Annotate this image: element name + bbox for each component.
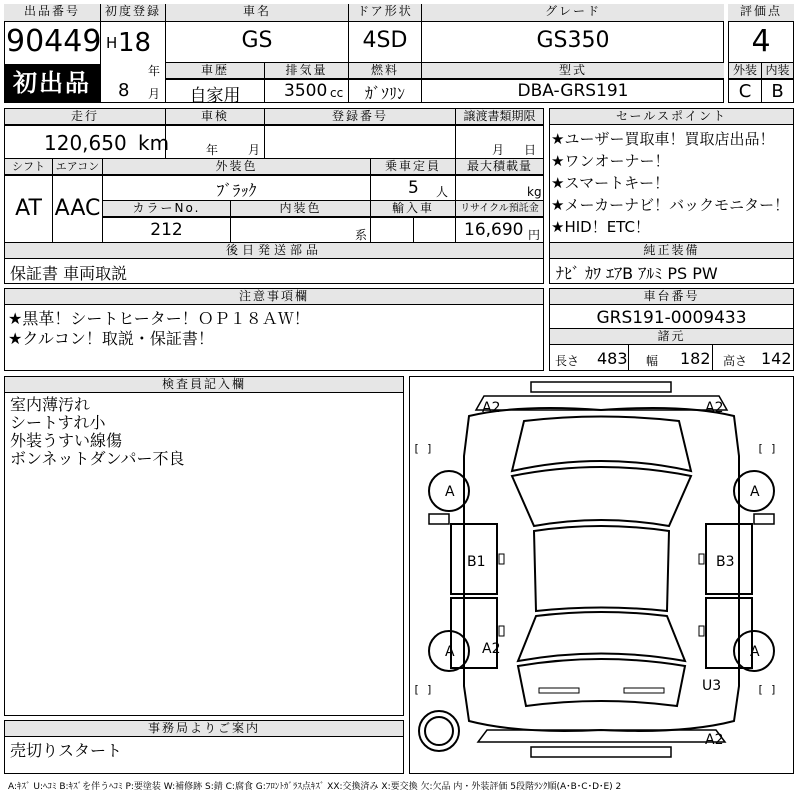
ext-label: 外装	[729, 63, 761, 79]
mileage-unit: km	[138, 131, 170, 155]
capacity: 5	[408, 178, 419, 198]
equipment: ﾅﾋﾞ ｶﾜ ｴｱB ｱﾙﾐ PS PW	[556, 264, 718, 283]
displacement-unit: cc	[330, 86, 344, 100]
int-label: 内装	[762, 63, 793, 79]
first-reg-year: 18	[118, 28, 152, 58]
later-parts: 保証書 車両取説	[10, 264, 128, 283]
mark-tyre-front-left: A	[445, 484, 455, 500]
transfer-month-unit: 月	[492, 143, 505, 157]
door-label: ドア形状	[349, 4, 421, 22]
inspector-line: 室内薄汚れ	[10, 395, 91, 414]
shift-label: シフト	[5, 159, 52, 175]
car-name-label: 車名	[166, 4, 348, 22]
year-unit: 年	[148, 64, 161, 78]
sales-point-item: ★スマートキー！	[551, 174, 670, 192]
fuel-label: 燃料	[349, 63, 421, 79]
height-label: 高さ	[723, 354, 748, 368]
color-no: 212	[150, 220, 183, 240]
month-unit: 月	[148, 87, 161, 101]
inspector-line: ボンネットダンパー不良	[10, 449, 185, 468]
later-parts-label: 後日発送部品	[5, 243, 543, 259]
model-label: 型式	[422, 63, 724, 79]
first-reg-label: 初度登録	[101, 4, 165, 22]
office-notice: 売切りスタート	[10, 741, 123, 760]
transfer-label: 譲渡書類期限	[456, 109, 543, 125]
reg-no-label: 登録番号	[265, 109, 455, 125]
load-unit: kg	[527, 185, 542, 199]
color-label: 外装色	[103, 159, 370, 175]
sales-point-item: ★ワンオーナー！	[551, 152, 670, 170]
displacement-label: 排気量	[265, 63, 348, 79]
lot-label: 出品番号	[4, 4, 100, 22]
mark-rear-bumper: A2	[705, 732, 724, 748]
exterior-color: ﾌﾞﾗｯｸ	[216, 181, 257, 200]
capacity-label: 乗車定員	[371, 159, 455, 175]
mark-door-left: B1	[467, 554, 486, 570]
recycle-label: リサイクル預託金	[456, 201, 543, 217]
import-label: 輸入車	[371, 201, 455, 217]
ac-label: エアコン	[53, 159, 102, 175]
score-label: 評価点	[728, 4, 794, 22]
model-code: DBA-GRS191	[517, 81, 629, 101]
mark-rear-right-fender: U3	[702, 678, 722, 694]
mileage-label: 走行	[5, 109, 165, 125]
height: 142	[761, 349, 792, 368]
ext-grade: C	[738, 81, 752, 102]
length: 483	[597, 349, 628, 368]
caution-line: ★黒革！シートヒーター！ＯＰ１８ＡＷ！	[8, 309, 310, 328]
fuel: ｶﾞｿﾘﾝ	[364, 84, 405, 103]
equipment-label: 純正装備	[550, 243, 793, 259]
color-no-label: カラーNo.	[103, 201, 230, 217]
inspector-line: 外装うすい線傷	[10, 431, 123, 450]
mark-tyre-front-right: A	[750, 484, 760, 500]
mark-front-left: A2	[482, 400, 501, 416]
width-label: 幅	[646, 354, 659, 368]
inspection-label: 車検	[166, 109, 264, 125]
mark-tyre-rear-right: A	[750, 644, 760, 660]
int-grade: B	[771, 81, 784, 102]
interior-color-unit: 系	[355, 228, 368, 242]
grade: GS350	[536, 28, 610, 53]
sales-point-item: ★メーカーナビ！バックモニター！	[551, 196, 790, 214]
width: 182	[680, 349, 711, 368]
transfer-day-unit: 日	[524, 143, 537, 157]
sales-points-list	[551, 128, 793, 238]
load-label: 最大積載量	[456, 159, 543, 175]
mileage: 120,650	[44, 131, 127, 155]
legend-footer: A:ｷｽﾞ U:ﾍｺﾐ B:ｷｽﾞを伴うﾍｺﾐ P:要塗装 W:補修跡 S:錆 C:腐食 G:ﾌﾛﾝﾄｶﾞﾗｽ点ｷｽﾞ XX:交換済み X:要交換 欠:欠品 内・外装評価 5段階ﾗﾝｸ順(A･B･C･D･E) 2	[8, 782, 622, 792]
sales-points-label: セールスポイント	[550, 109, 793, 125]
inspector-list	[10, 396, 185, 468]
first-reg-month: 8	[118, 80, 130, 101]
mark-tyre-rear-left: A	[445, 644, 455, 660]
inspection-year-unit: 年	[206, 143, 219, 157]
chassis-label: 車台番号	[550, 289, 793, 305]
recycle-unit: 円	[528, 228, 541, 242]
ac: AAC	[54, 196, 101, 221]
bracket-right-top: [ ]	[757, 442, 777, 455]
specs-label: 諸元	[550, 329, 793, 345]
length-label: 長さ	[555, 354, 580, 368]
office-label: 事務局よりご案内	[5, 721, 403, 737]
inspector-line: シートすれ小	[10, 413, 106, 432]
history: 自家用	[189, 86, 241, 106]
bracket-left-bottom: [ ]	[413, 683, 433, 696]
recycle-amount: 16,690	[464, 220, 524, 240]
door-type: 4SD	[362, 28, 408, 53]
bracket-right-bottom: [ ]	[757, 683, 777, 696]
shift: AT	[15, 196, 42, 221]
lot-number: 90449	[6, 24, 102, 59]
vehicle-diagram	[409, 376, 794, 774]
chassis-number: GRS191-0009433	[596, 308, 747, 328]
car-name: GS	[241, 28, 273, 53]
inspection-month-unit: 月	[248, 143, 261, 157]
mark-door-right: B3	[716, 554, 735, 570]
history-label: 車歴	[166, 63, 264, 79]
bracket-left-top: [ ]	[413, 442, 433, 455]
caution-list	[8, 309, 310, 349]
interior-color-label: 内装色	[231, 201, 370, 217]
mark-front-right: A2	[705, 400, 724, 416]
score: 4	[751, 24, 771, 59]
first-listing-badge	[4, 64, 100, 103]
inspector-label: 検査員記入欄	[5, 377, 403, 393]
mark-rear-left-fender: A2	[482, 641, 501, 657]
caution-label: 注意事項欄	[5, 289, 543, 305]
grade-label: グレード	[422, 4, 724, 22]
caution-line: ★クルコン！取説・保証書！	[8, 329, 214, 348]
first-listing-text: 初出品	[13, 69, 91, 97]
era-letter: H	[106, 34, 118, 52]
sales-point-item: ★HID！ETC！	[551, 218, 650, 236]
sales-point-item: ★ユーザー買取車！買取店出品！	[551, 130, 775, 148]
displacement: 3500	[284, 81, 328, 101]
capacity-unit: 人	[436, 185, 449, 199]
